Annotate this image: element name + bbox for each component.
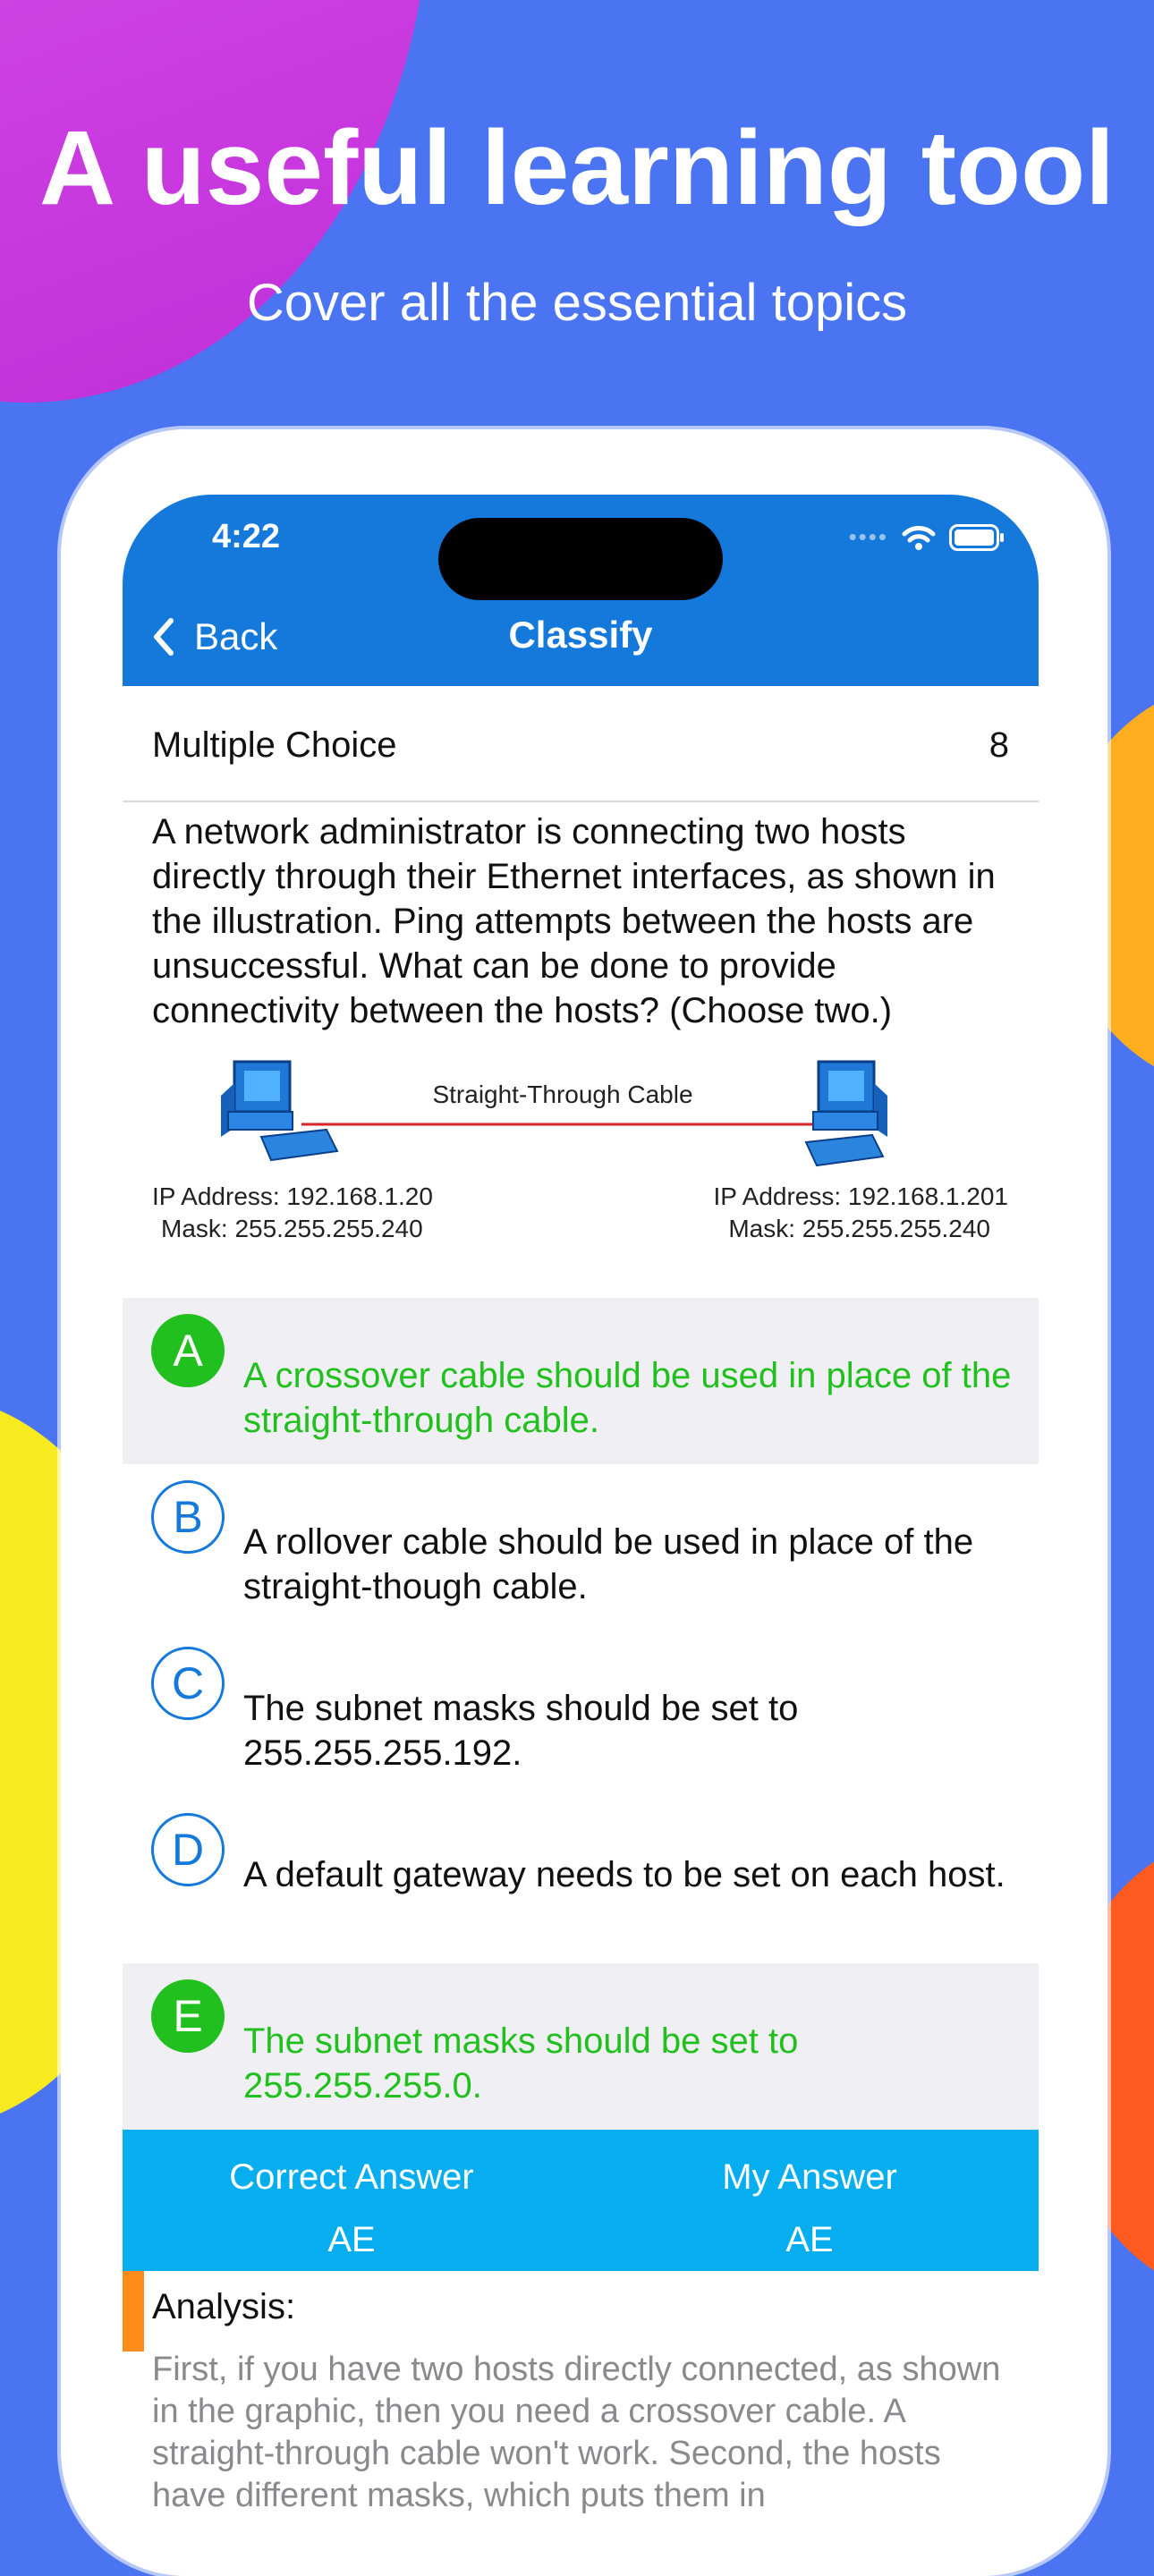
option-letter: C xyxy=(151,1647,225,1720)
battery-icon xyxy=(949,524,1005,551)
right-mask-label: Mask: 255.255.255.240 xyxy=(728,1215,990,1242)
status-time: 4:22 xyxy=(212,518,281,555)
navigation-bar xyxy=(123,495,1039,686)
page-title: Classify xyxy=(508,614,653,656)
option-d[interactable] xyxy=(123,1797,1039,1963)
my-answer-column xyxy=(581,2146,1039,2271)
chevron-left-icon xyxy=(149,615,180,658)
question-type-label: Multiple Choice xyxy=(152,725,397,765)
network-diagram xyxy=(123,1056,1039,1298)
option-c[interactable] xyxy=(123,1631,1039,1797)
my-answer-label: My Answer xyxy=(722,2157,897,2197)
correct-answer-value: AE xyxy=(327,2220,376,2259)
left-ip-label: IP Address: 192.168.1.20 xyxy=(152,1182,433,1210)
answer-summary-bar xyxy=(123,2130,1039,2271)
analysis-text: First, if you have two hosts directly connected, as shown in the graphic, then you need a crossover cable. A straight-through cable won't work. Second, the hosts have different masks, which puts them in xyxy=(152,2351,1001,2514)
cable-label: Straight-Through Cable xyxy=(432,1080,693,1108)
right-computer-icon xyxy=(806,1062,887,1165)
option-e[interactable] xyxy=(123,1963,1039,2130)
question-number: 8 xyxy=(989,725,1009,765)
promo-headline: A useful learning tool xyxy=(39,109,1115,227)
correct-answer-label: Correct Answer xyxy=(229,2157,474,2197)
question-text: A network administrator is connecting two hosts directly through their Ethernet interfaces, as shown in the illustration. Ping attempts between the hosts are unsuccessful. What can be done to provide connectivity between the hosts? (Choose two.) xyxy=(152,812,996,1030)
option-b[interactable] xyxy=(123,1464,1039,1631)
app-screen xyxy=(123,495,1039,2552)
right-ip-label: IP Address: 192.168.1.201 xyxy=(713,1182,1008,1210)
option-letter: A xyxy=(151,1314,225,1387)
cellular-signal-icon: •••• xyxy=(848,523,888,550)
wifi-icon xyxy=(901,524,937,551)
left-computer-icon xyxy=(221,1062,337,1160)
option-text: A default gateway needs to be set on each host. xyxy=(243,1855,1006,1894)
option-text: The subnet masks should be set to 255.255.255.192. xyxy=(243,1689,799,1773)
back-label: Back xyxy=(194,615,278,657)
question-type-row xyxy=(123,686,1039,802)
correct-answer-column xyxy=(123,2146,581,2271)
option-letter: D xyxy=(151,1813,225,1886)
my-answer-value: AE xyxy=(785,2220,834,2259)
option-text: A rollover cable should be used in place of the straight-though cable. xyxy=(243,1522,974,1606)
analysis-title: Analysis: xyxy=(152,2287,296,2326)
option-a[interactable] xyxy=(123,1298,1039,1464)
dynamic-island xyxy=(438,518,723,600)
answer-options xyxy=(123,1298,1039,2130)
status-icons xyxy=(849,523,1005,551)
option-text: A crossover cable should be used in place of the straight-through cable. xyxy=(243,1356,1012,1440)
left-mask-label: Mask: 255.255.255.240 xyxy=(161,1215,423,1242)
promo-subhead: Cover all the essential topics xyxy=(246,274,908,332)
analysis-accent-bar xyxy=(123,2271,144,2351)
option-letter: E xyxy=(151,1979,225,2053)
option-letter: B xyxy=(151,1480,225,1554)
back-button[interactable] xyxy=(149,615,277,658)
option-text: The subnet masks should be set to 255.255.255.0. xyxy=(243,2021,799,2106)
